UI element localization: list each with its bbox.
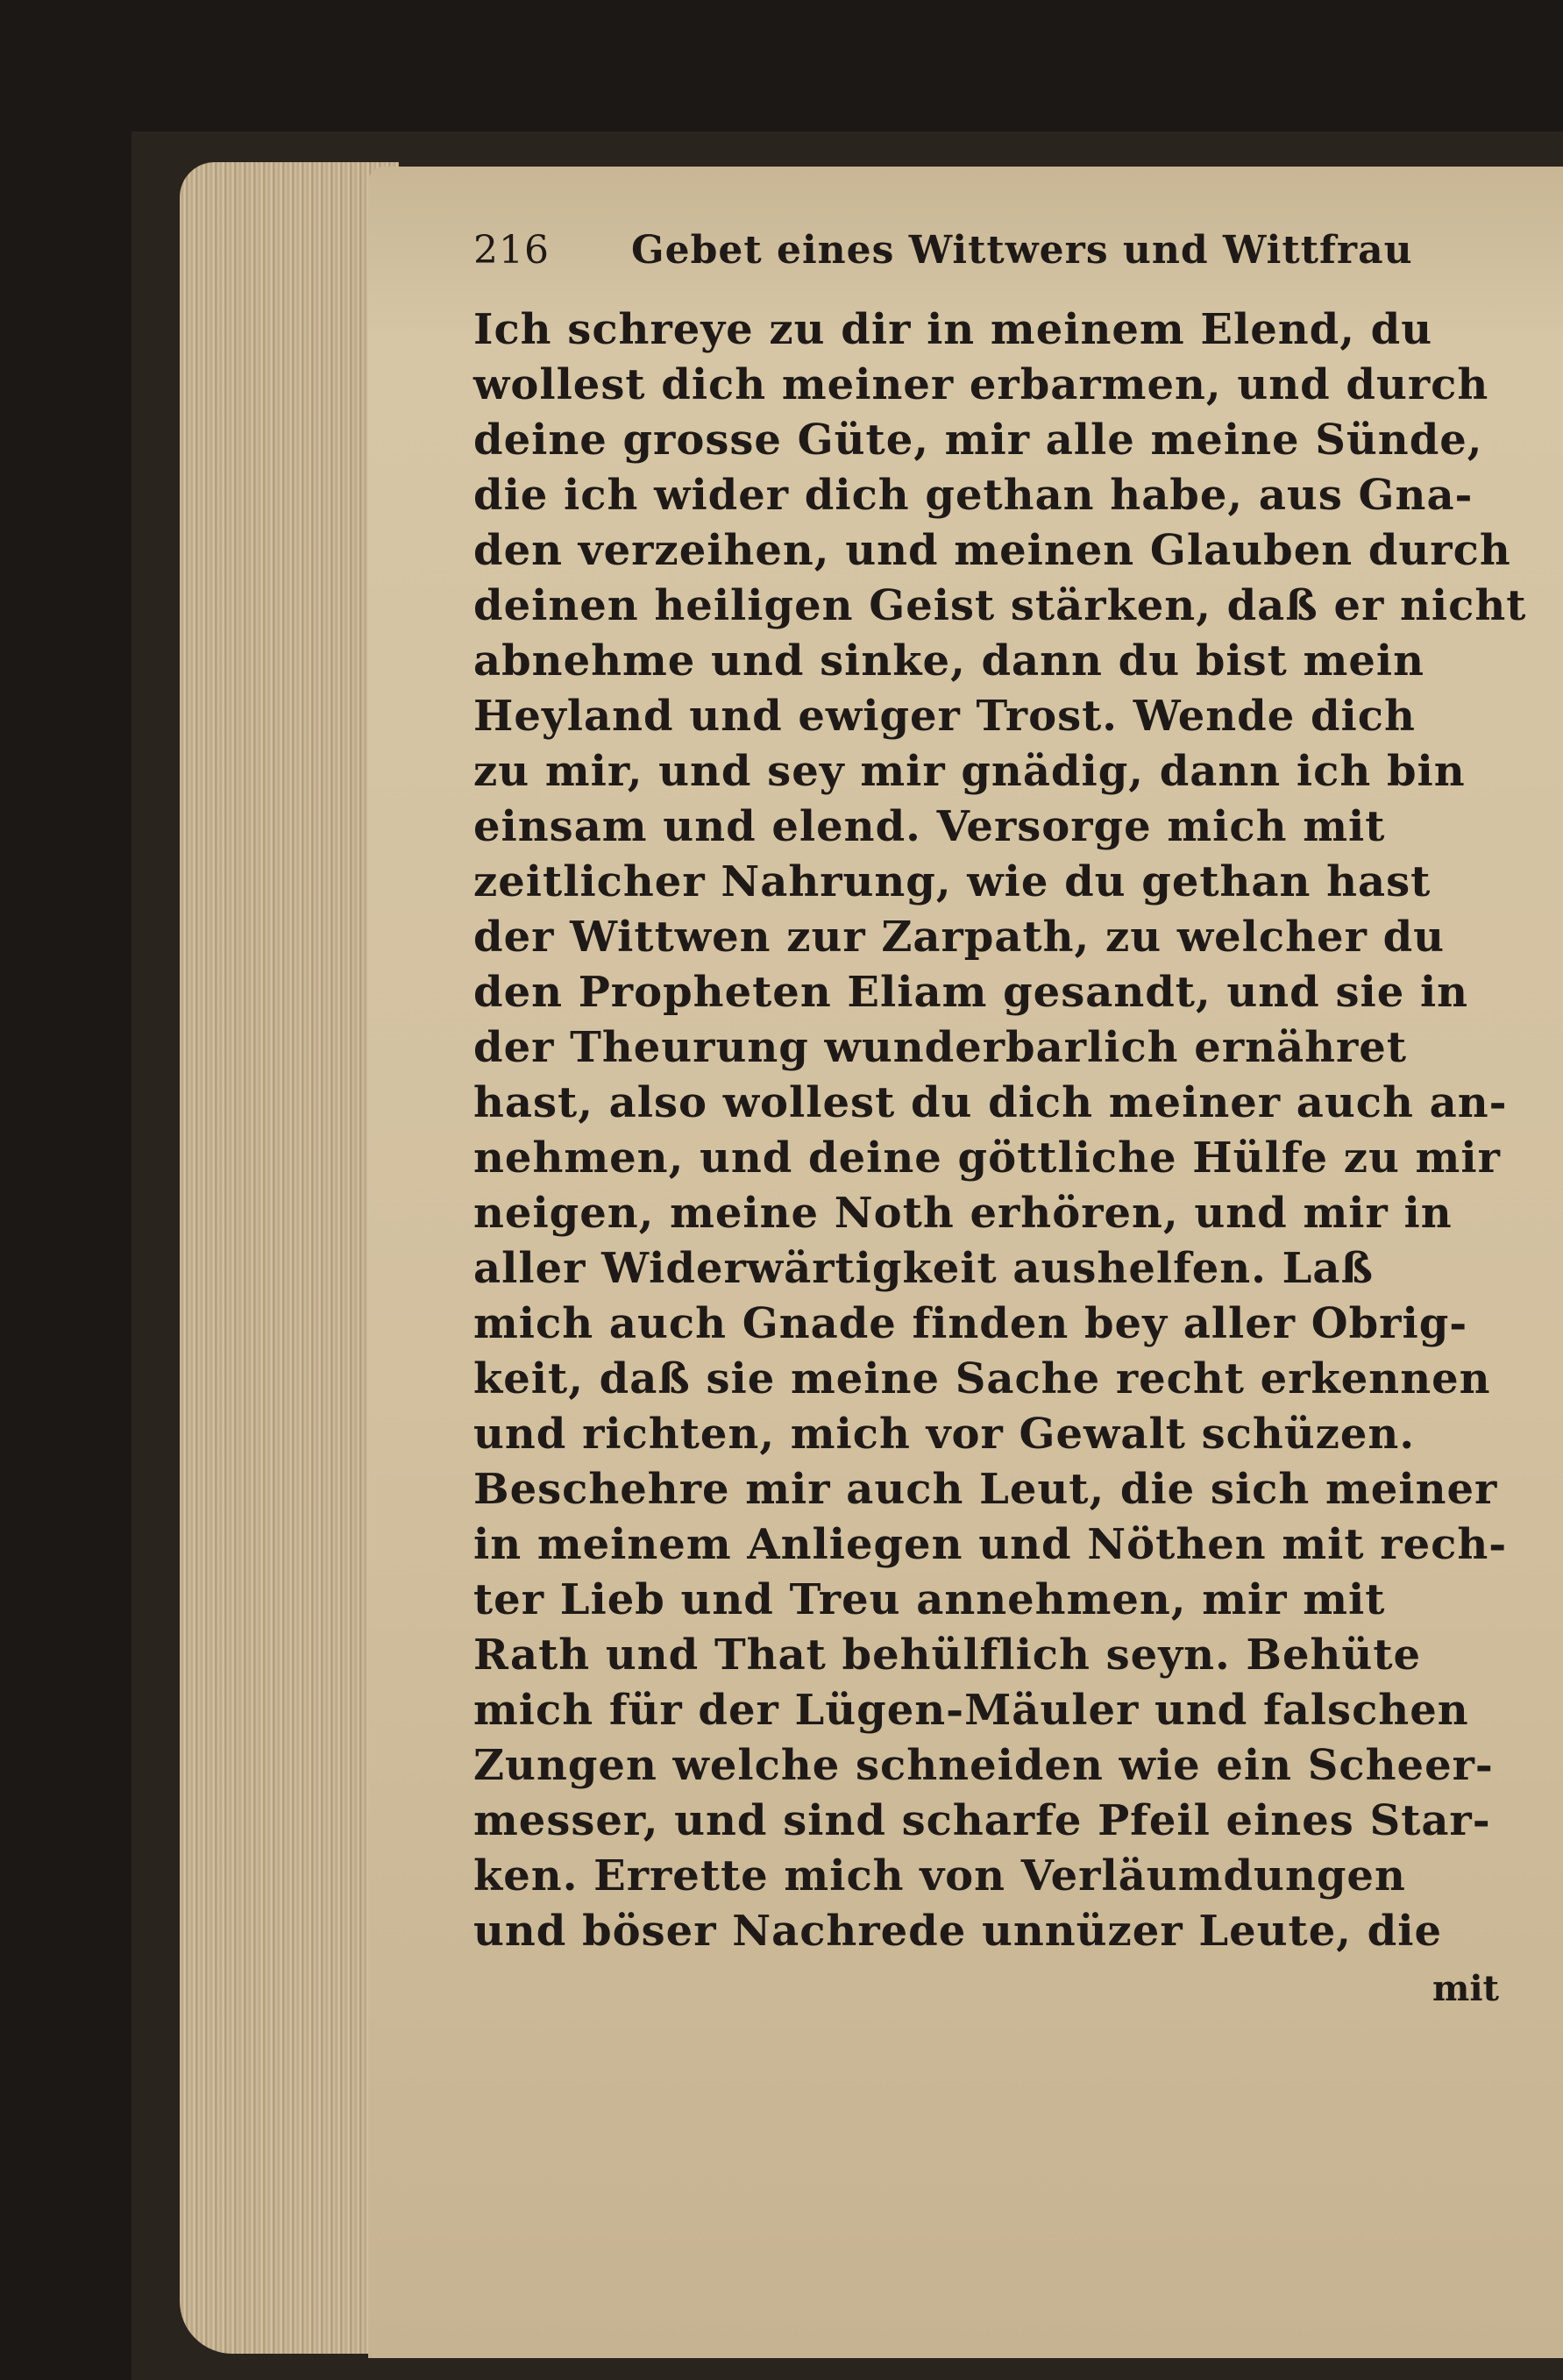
- text-line: abnehme und sinke, dann du bist mein: [473, 636, 1424, 686]
- text-line: deine grosse Güte, mir alle meine Sünde,: [473, 416, 1483, 465]
- text-line: in meinem Anliegen und Nöthen mit rech-: [473, 1520, 1508, 1569]
- page-content: [473, 210, 1525, 2349]
- text-line: und böser Nachrede unnüzer Leute, die: [473, 1907, 1442, 1956]
- text-line: einsam und elend. Versorge mich mit: [473, 802, 1386, 851]
- text-line: der Wittwen zur Zarpath, zu welcher du: [473, 913, 1446, 962]
- body-text: [473, 302, 1525, 2009]
- text-line: neigen, meine Noth erhören, und mir in: [473, 1189, 1453, 1238]
- text-line: die ich wider dich gethan habe, aus Gna-: [473, 471, 1474, 520]
- text-line: keit, daß sie meine Sache recht erkennen: [473, 1354, 1491, 1403]
- text-line: Heyland und ewiger Trost. Wende dich: [473, 692, 1416, 741]
- text-line: Ich schreye zu dir in meinem Elend, du: [473, 305, 1433, 354]
- text-line: hast, also wollest du dich meiner auch an-: [473, 1078, 1508, 1127]
- text-line: mich auch Gnade finden bey aller Obrig-: [473, 1299, 1468, 1348]
- text-line: Rath und That behülflich seyn. Behüte: [473, 1630, 1422, 1680]
- text-line: mich für der Lügen-Mäuler und falschen: [473, 1686, 1469, 1735]
- text-line: der Theurung wunderbarlich ernähret: [473, 1023, 1408, 1072]
- text-line: den Propheten Eliam gesandt, und sie in: [473, 968, 1469, 1017]
- text-line: ter Lieb und Treu annehmen, mir mit: [473, 1575, 1386, 1624]
- text-line: und richten, mich vor Gewalt schüzen.: [473, 1410, 1416, 1459]
- text-line: Beschehre mir auch Leut, die sich meiner: [473, 1465, 1498, 1514]
- text-line: den verzeihen, und meinen Glauben durch: [473, 526, 1511, 575]
- page-header: [473, 210, 1525, 294]
- text-line: aller Widerwärtigkeit aushelfen. Laß: [473, 1244, 1374, 1293]
- text-line: deinen heiligen Geist stärken, daß er nicht: [473, 581, 1527, 630]
- page-number: 216: [473, 228, 550, 273]
- catchword: mit: [1432, 1968, 1499, 2009]
- text-line: zu mir, und sey mir gnädig, dann ich bin: [473, 747, 1466, 796]
- text-line: Zungen welche schneiden wie ein Scheer-: [473, 1741, 1494, 1790]
- text-line: wollest dich meiner erbarmen, und durch: [473, 360, 1489, 409]
- text-line: zeitlicher Nahrung, wie du gethan hast: [473, 857, 1432, 906]
- text-line: messer, und sind scharfe Pfeil eines Star-: [473, 1796, 1491, 1845]
- text-line: ken. Errette mich von Verläumdungen: [473, 1851, 1406, 1900]
- running-title: Gebet eines Wittwers und Wittfrau: [631, 228, 1413, 273]
- book-page: [368, 167, 1563, 2358]
- text-line: nehmen, und deine göttliche Hülfe zu mir: [473, 1133, 1501, 1183]
- page-edges: [180, 162, 399, 2354]
